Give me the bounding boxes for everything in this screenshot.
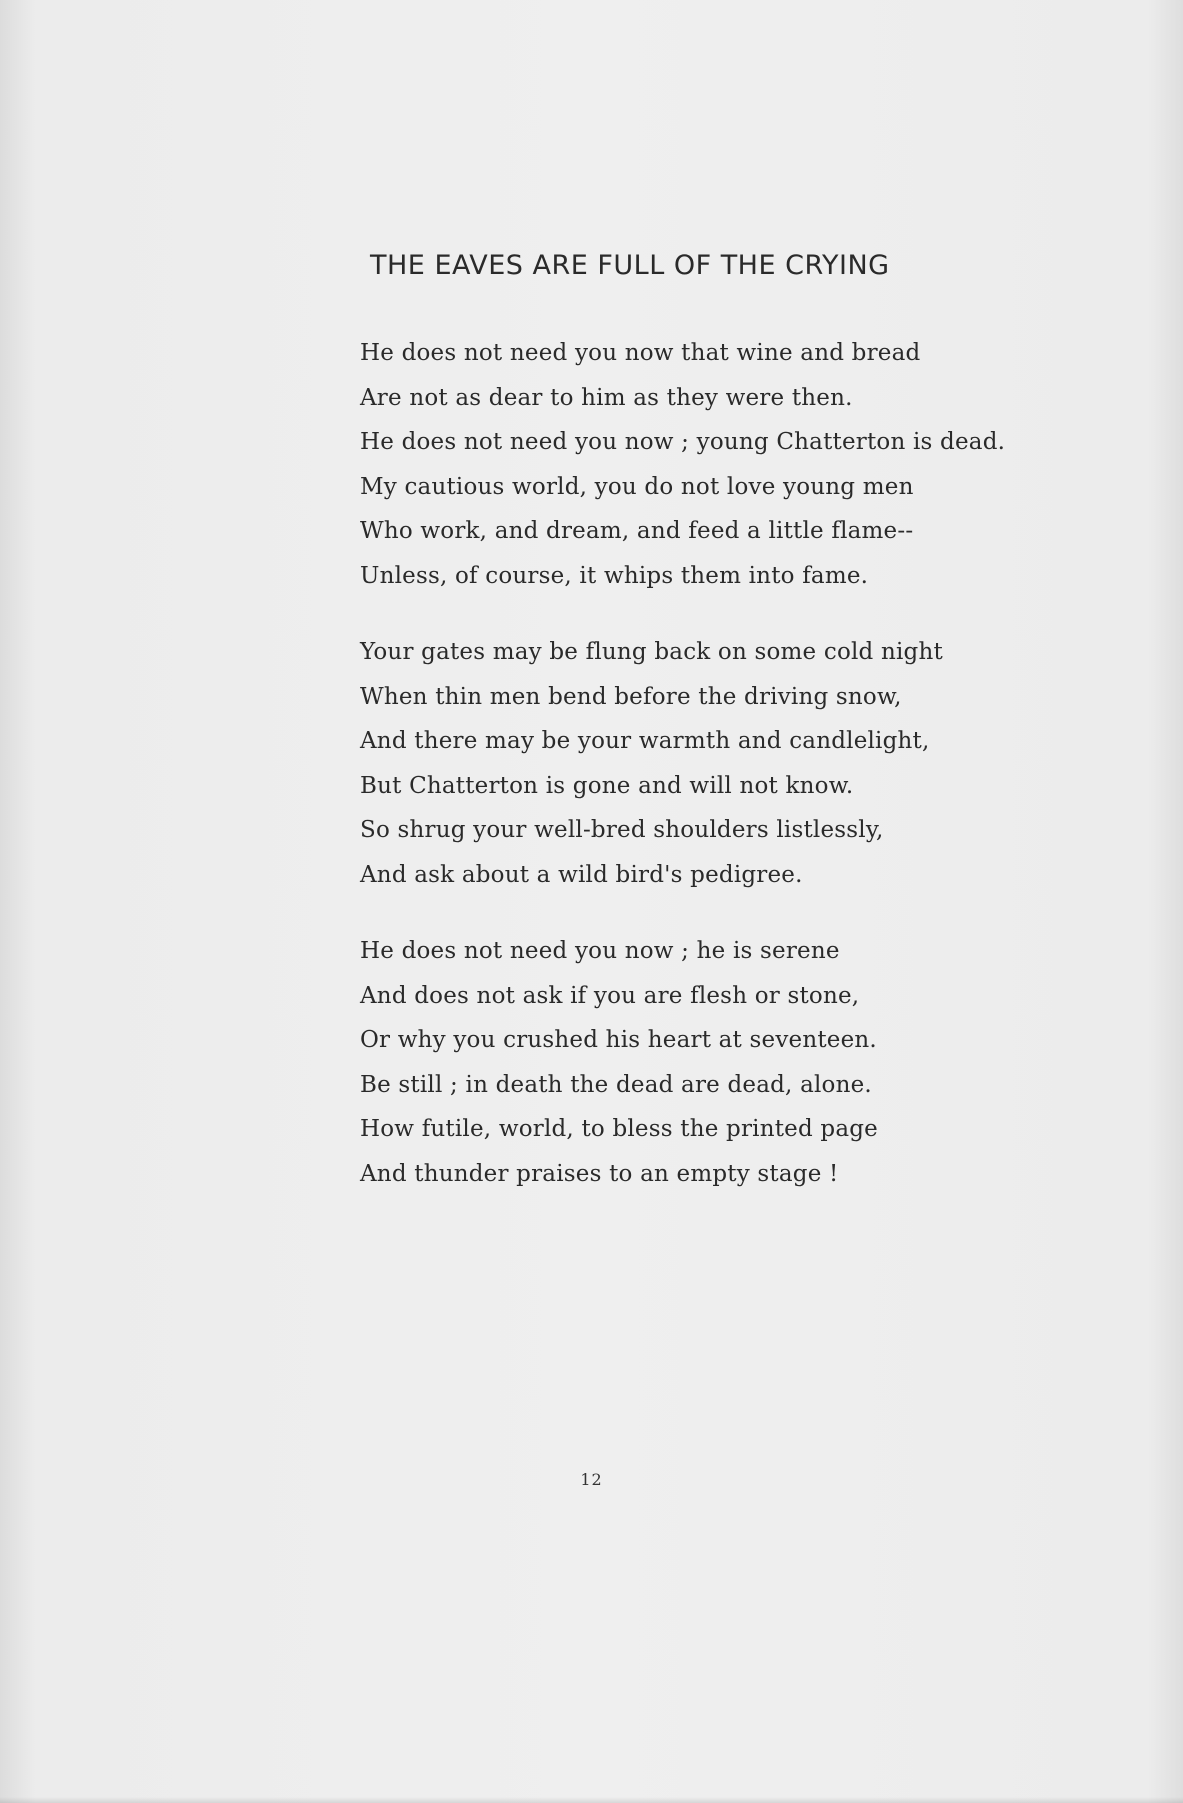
poem-line: And ask about a wild bird's pedigree. bbox=[360, 861, 803, 888]
poem-line: Or why you crushed his heart at seventeen. bbox=[360, 1027, 877, 1053]
poem-line: And there may be your warmth and candlelight, bbox=[360, 728, 930, 754]
page-edge-shadow bbox=[0, 1797, 1183, 1803]
poem-line: Be still ; in death the dead are dead, alone. bbox=[360, 1071, 872, 1098]
poem-line: Unless, of course, it whips them into fame. bbox=[360, 562, 869, 589]
poem-title: THE EAVES ARE FULL OF THE CRYING bbox=[370, 250, 890, 281]
poem-line: How futile, world, to bless the printed page bbox=[360, 1116, 878, 1142]
poem-line: He does not need you now that wine and bread bbox=[360, 340, 921, 366]
poem-line: Who work, and dream, and feed a little flame-- bbox=[360, 518, 914, 544]
poem-line: But Chatterton is gone and will not know. bbox=[360, 772, 854, 799]
stanza-3 bbox=[360, 929, 1000, 1196]
stanza-1 bbox=[360, 331, 1006, 598]
poem-line: Are not as dear to him as they were then. bbox=[360, 384, 853, 411]
poem-line: And does not ask if you are flesh or stone, bbox=[360, 982, 860, 1009]
stanza-2 bbox=[360, 630, 1000, 897]
poem-line: Your gates may be flung back on some cold night bbox=[360, 639, 943, 665]
poem-line: He does not need you now ; he is serene bbox=[360, 938, 840, 964]
page-number: 12 bbox=[580, 1470, 603, 1489]
poem-line: So shrug your well-bred shoulders listlessly, bbox=[360, 817, 884, 843]
poem-line: He does not need you now ; young Chatterton is dead. bbox=[360, 429, 1006, 455]
poem-line: My cautious world, you do not love young men bbox=[360, 473, 914, 500]
poem-line: When thin men bend before the driving snow, bbox=[360, 683, 902, 710]
poem bbox=[360, 250, 1006, 1228]
poem-line: And thunder praises to an empty stage ! bbox=[360, 1160, 839, 1187]
